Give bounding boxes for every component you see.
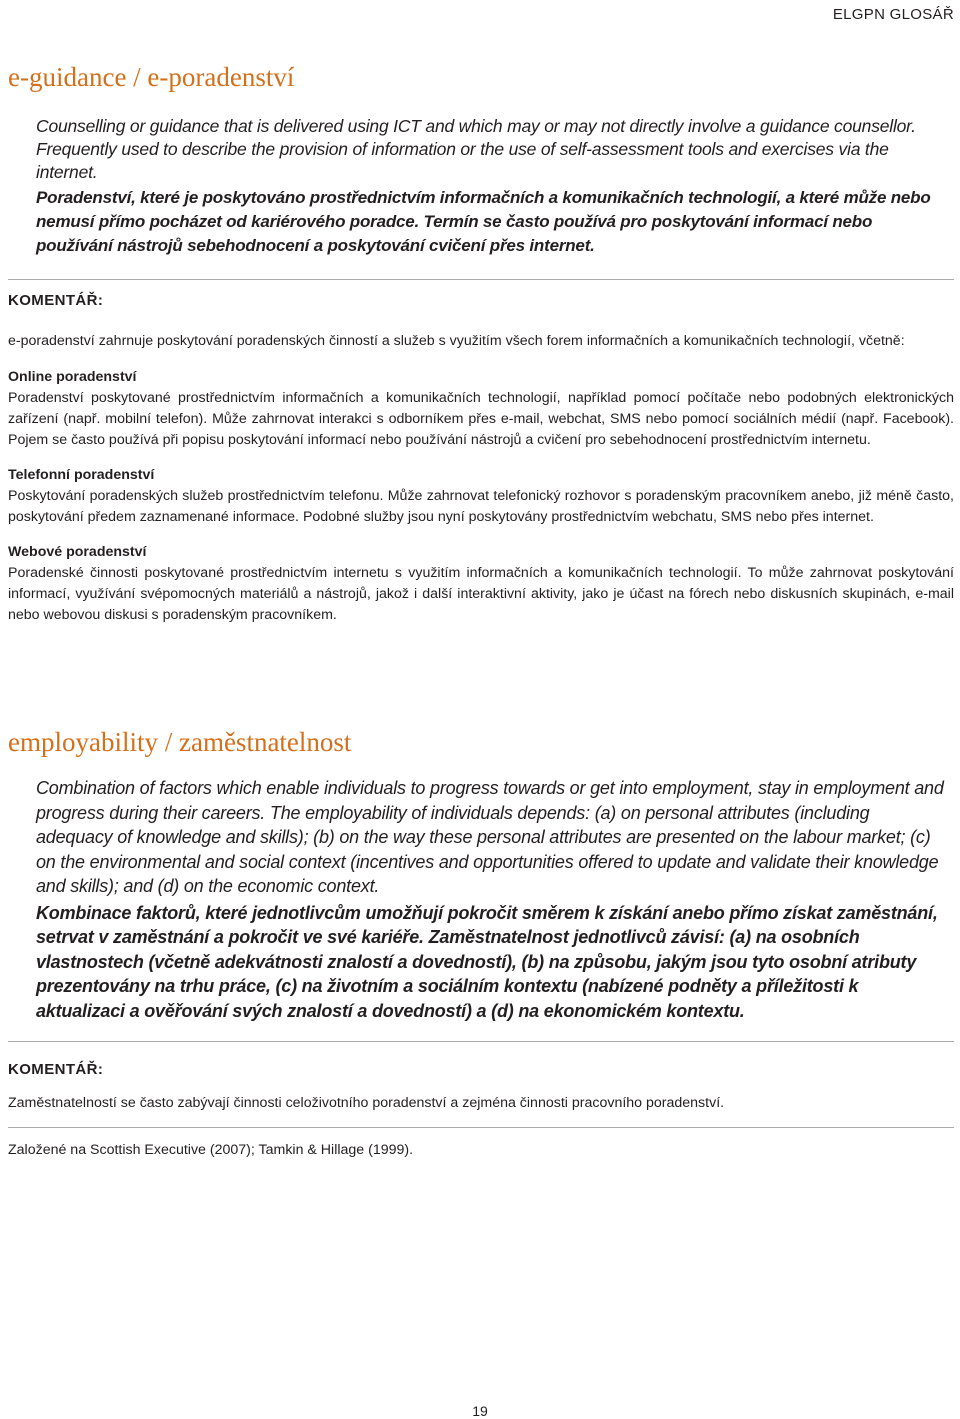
section-online xyxy=(8,367,954,451)
comment-intro: e-poradenství zahrnuje poskytování poradenských činností a služeb s využitím všech forem informačních a komunikačních technologií, včetně: xyxy=(8,333,905,349)
definition-block-employability xyxy=(36,776,950,1023)
section-text: Poradenské činnosti poskytované prostřednictvím internetu s využitím informačních a komunikačních technologií. To může zahrnovat poskytování informací, využívání svépomocných materiálů a nástrojů, jakož i další interaktivní aktivity, jako je účast na fórech nebo diskusních skupinách, e-mail nebo webovou diskusi s poradenským pracovníkem. xyxy=(8,565,954,623)
section-heading: Online poradenství xyxy=(8,369,137,385)
section-text: Poradenství poskytované prostřednictvím informačních a komunikačních technologií, například pomocí počítače nebo podobných elektronických zařízení (např. mobilní telefon). Může zahrnovat interakci s odborníkem přes e-mail, webchat, SMS nebo pomocí sociálních médií (např. Facebook). Pojem se často používá při popisu poskytování informací nebo používání nástrojů a cvičení pro sebehodnocení prostřednictvím internetu. xyxy=(8,390,954,448)
definition-english: Combination of factors which enable individuals to progress towards or get into employment, stay in employment and progress during their careers. The employability of individuals depends: (a) on personal attributes (including adequacy of knowledge and skills); (b) on the way these personal attributes are presented on the labour market; (c) on the environmental and social context (incentives and opportunities offered to update and validate their knowledge and skills); and (d) on the economic context. xyxy=(36,778,944,896)
definition-czech: Kombinace faktorů, které jednotlivcům umožňují pokročit směrem k získání anebo přímo získat zaměstnání, setrvat v zaměstnání a pokročit ve své kariéře. Zaměstnatelnost jednotlivců závisí: (a) na osobních vlastnostech (včetně adekvátnosti znalostí a dovedností), (b) na způsobu, jakým jsou tyto osobní atributy prezentovány na trhu práce, (c) na životním a sociálním kontextu (nabízené podněty a příležitosti k aktualizaci a ověřování svých znalostí a dovedností) a (d) na ekonomickém kontextu. xyxy=(36,902,938,1021)
divider xyxy=(8,1041,954,1042)
definition-english: Counselling or guidance that is delivered using ICT and which may or may not directly involve a guidance counsellor. Frequently used to describe the provision of information or the use of self-assessment tools and exercises via the internet. xyxy=(36,116,916,182)
source-text: Založené na Scottish Executive (2007); Tamkin & Hillage (1999). xyxy=(8,1142,414,1158)
comment-label: KOMENTÁŘ: xyxy=(8,1061,104,1078)
section-heading: Telefonní poradenství xyxy=(8,467,155,483)
comment-label: KOMENTÁŘ: xyxy=(8,292,104,309)
section-text: Poskytování poradenských služeb prostřednictvím telefonu. Může zahrnovat telefonický rozhovor s poradenským pracovníkem anebo, již méně často, poskytování předem zaznamenané informace. Podobné služby jsou nyní poskytovány prostřednictvím webchatu, SMS nebo přes internet. xyxy=(8,488,954,525)
comment-body-e-guidance xyxy=(8,331,954,626)
definition-block-e-guidance xyxy=(36,115,950,258)
running-header: ELGPN GLOSÁŘ xyxy=(832,6,954,23)
definition-czech: Poradenství, které je poskytováno prostřednictvím informačních a komunikačních technologií, a které může nebo nemusí přímo pocházet od kariérového poradce. Termín se často používá pro poskytování informací nebo používání nástrojů sebehodnocení a poskytování cvičení přes internet. xyxy=(36,188,931,255)
term-title-e-guidance: e-guidance / e-poradenství xyxy=(8,62,295,92)
section-web xyxy=(8,542,954,626)
divider xyxy=(8,1127,954,1128)
term-title-employability: employability / zaměstnatelnost xyxy=(8,727,352,757)
divider xyxy=(8,279,954,280)
section-telephone xyxy=(8,465,954,528)
comment-body-employability xyxy=(8,1093,954,1114)
section-heading: Webové poradenství xyxy=(8,544,147,560)
page-number: 19 xyxy=(472,1403,488,1419)
comment-text: Zaměstnatelností se často zabývají činnosti celoživotního poradenství a zejména činnosti pracovního poradenství. xyxy=(8,1095,725,1111)
source-note xyxy=(8,1140,954,1161)
